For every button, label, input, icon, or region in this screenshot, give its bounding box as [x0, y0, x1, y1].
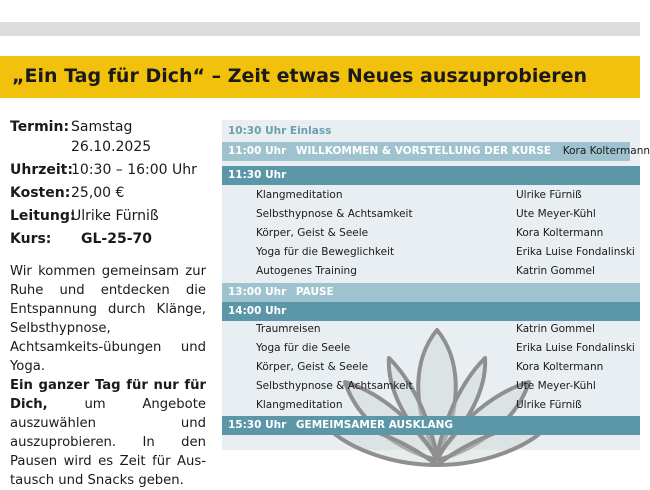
- teacher-name: Ute Meyer-Kühl: [516, 380, 596, 392]
- teacher-name: Katrin Gommel: [516, 323, 595, 335]
- block1-item: [222, 262, 640, 281]
- description-highlight: Ein ganzer Tag für nur für Dich,: [10, 378, 206, 412]
- pause-time: 13:00 Uhr: [228, 286, 287, 298]
- course-name: Selbsthypnose & Achtsamkeit: [256, 208, 413, 220]
- ausklang-time: 15:30 Uhr: [228, 419, 287, 431]
- course-name: Klangmeditation: [256, 189, 343, 201]
- block2-header: [222, 302, 640, 321]
- description-rest: um Angebote auszuwählen und auszuprobieren. In den Pausen wird es Zeit für Aus-tausch und Snacks geben.: [10, 397, 206, 488]
- description: [10, 262, 206, 490]
- welcome-title: WILLKOMMEN & VORSTELLUNG DER KURSE: [295, 145, 552, 157]
- kurs-value: GL-25-70: [81, 231, 152, 247]
- uhrzeit-row: [10, 160, 210, 180]
- event-info: [10, 117, 210, 249]
- teacher-name: Ulrike Fürniß: [516, 189, 582, 201]
- termin-date: 26.10.2025: [71, 139, 152, 155]
- pause-title: PAUSE: [295, 286, 334, 298]
- kosten-row: [10, 183, 210, 203]
- termin-label: Termin:: [10, 119, 70, 135]
- course-name: Selbsthypnose & Achtsamkeit: [256, 380, 413, 392]
- termin-row: [10, 117, 210, 157]
- block2-item: [222, 358, 640, 377]
- kosten-label: Kosten:: [10, 185, 71, 201]
- leitung-row: [10, 206, 210, 226]
- block1-item: [222, 186, 640, 205]
- block2-item: [222, 339, 640, 358]
- block2-item: [222, 396, 640, 415]
- teacher-name: Ulrike Fürniß: [516, 399, 582, 411]
- course-name: Autogenes Training: [256, 265, 357, 277]
- title-banner: [0, 56, 640, 98]
- leitung-label: Leitung:: [10, 208, 76, 224]
- leitung-value: Ulrike Fürniß: [71, 208, 159, 224]
- block2-item: [222, 377, 640, 396]
- ausklang-row: [222, 416, 640, 435]
- top-gray-bar: [0, 22, 640, 36]
- pause-row: [222, 283, 640, 302]
- course-name: Yoga für die Seele: [256, 342, 351, 354]
- einlass-label: 10:30 Uhr Einlass: [228, 125, 332, 137]
- block1-header: [222, 166, 640, 185]
- teacher-name: Katrin Gommel: [516, 265, 595, 277]
- teacher-name: Kora Koltermann: [516, 227, 604, 239]
- course-name: Traumreisen: [256, 323, 321, 335]
- einlass-row: [222, 122, 640, 141]
- course-name: Körper, Geist & Seele: [256, 361, 369, 373]
- block1-time: 11:30 Uhr: [228, 169, 287, 181]
- termin-value: [71, 117, 210, 157]
- block2-time: 14:00 Uhr: [228, 305, 287, 317]
- description-paragraph-1: Wir kommen gemeinsam zur Ruhe und entdecken die Entspannung durch Klänge, Selbsthypnose, Achtsamkeits-übungen und Yoga.: [10, 264, 206, 374]
- uhrzeit-label: Uhrzeit:: [10, 162, 73, 178]
- uhrzeit-value: 10:30 – 16:00 Uhr: [71, 162, 197, 178]
- welcome-time: 11:00 Uhr: [228, 145, 287, 157]
- block1-item: [222, 224, 640, 243]
- teacher-name: Ute Meyer-Kühl: [516, 208, 596, 220]
- block1-item: [222, 243, 640, 262]
- kurs-label: Kurs:: [10, 231, 52, 247]
- description-paragraph-2: [10, 376, 206, 490]
- page-title: „Ein Tag für Dich“ – Zeit etwas Neues auszuprobieren: [12, 65, 588, 87]
- block2-item: [222, 320, 640, 339]
- termin-day: Samstag: [71, 119, 133, 135]
- block1-item: [222, 205, 640, 224]
- welcome-host: Kora Koltermann: [562, 145, 650, 157]
- teacher-name: Erika Luise Fondalinski: [516, 246, 635, 258]
- teacher-name: Kora Koltermann: [516, 361, 604, 373]
- welcome-row: [222, 142, 650, 161]
- course-name: Yoga für die Beweglichkeit: [256, 246, 395, 258]
- kurs-row: [10, 229, 210, 249]
- kosten-value: 25,00 €: [71, 185, 125, 201]
- ausklang-title: GEMEIMSAMER AUSKLANG: [295, 419, 453, 431]
- teacher-name: Erika Luise Fondalinski: [516, 342, 635, 354]
- course-name: Körper, Geist & Seele: [256, 227, 369, 239]
- course-name: Klangmeditation: [256, 399, 343, 411]
- schedule-panel: [222, 120, 650, 450]
